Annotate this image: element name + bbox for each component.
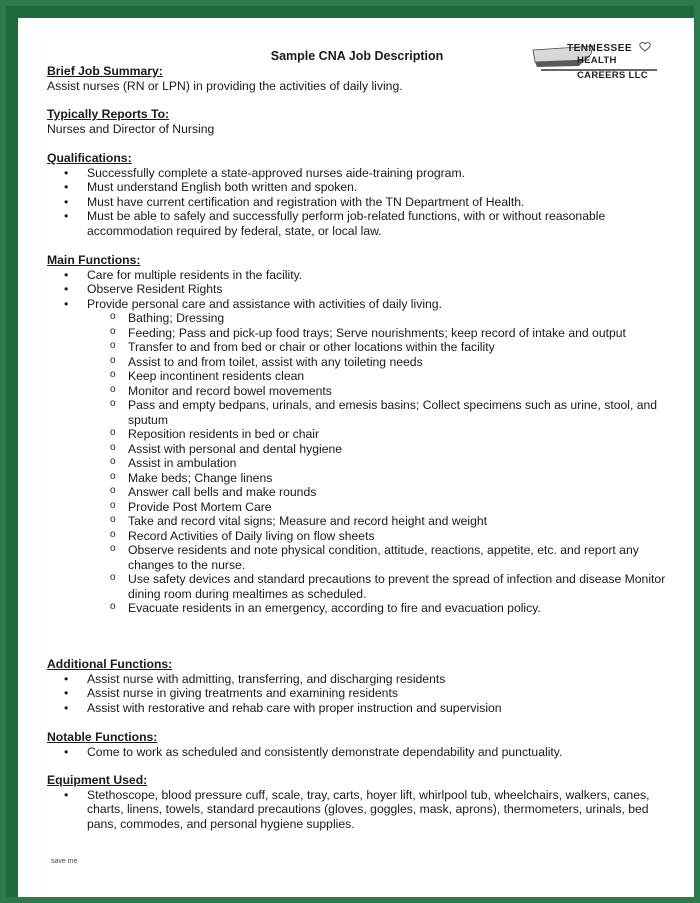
additional-functions-list <box>47 672 667 716</box>
sub-list-item: o Assist to and from toilet, assist with any toileting needs <box>47 355 667 370</box>
list-item: • Assist with restorative and rehab care with proper instruction and supervision <box>47 701 667 716</box>
sub-list-item: o Assist in ambulation <box>47 456 667 471</box>
footer-note: save me <box>51 858 78 865</box>
sub-list-item: o Answer call bells and make rounds <box>47 485 667 500</box>
reports-text: Nurses and Director of Nursing <box>47 121 215 136</box>
logo-line2: HEALTH CAREERS LLC <box>577 55 648 81</box>
equipment-heading: Equipment Used: <box>47 773 148 787</box>
main-functions-list <box>47 268 667 616</box>
sub-list-item: o Feeding; Pass and pick-up food trays; Serve nourishments; keep record of intake and output <box>47 326 667 341</box>
list-item: • Assist nurse with admitting, transferring, and discharging residents <box>47 672 667 687</box>
sub-list-item: o Take and record vital signs; Measure and record height and weight <box>47 514 667 529</box>
reports-section <box>47 107 667 136</box>
sub-list-item: o Observe residents and note physical condition, attitude, reactions, appetite, etc. and report any changes to the nurse. <box>47 543 667 572</box>
sub-list-item: o Record Activities of Daily living on flow sheets <box>47 529 667 544</box>
list-item: • Stethoscope, blood pressure cuff, scale, tray, carts, hoyer lift, whirlpool tub, wheelchairs, walkers, canes, charts, linens, towels, standard precautions (gloves, goggles, mask, aprons), thermometers, urinals, bed pans, commodes, and personal hygiene supplies. <box>47 788 667 832</box>
list-item <box>47 297 667 616</box>
list-item: • Observe Resident Rights <box>47 282 667 297</box>
list-item: • Must understand English both written and spoken. <box>47 180 667 195</box>
main-functions-section <box>47 253 667 616</box>
qualifications-list <box>47 166 667 239</box>
sub-list-item: o Assist with personal and dental hygiene <box>47 442 667 457</box>
sub-list-item: o Transfer to and from bed or chair or other locations within the facility <box>47 340 667 355</box>
sub-list-item: o Keep incontinent residents clean <box>47 369 667 384</box>
sub-list-item: o Use safety devices and standard precautions to prevent the spread of infection and disease Monitor dining room during mealtimes as scheduled. <box>47 572 667 601</box>
document-title: Sample CNA Job Description <box>270 49 444 63</box>
list-item: • Must be able to safely and successfully perform job-related functions, with or without reasonable accommodation required by federal, state, or local law. <box>47 209 667 238</box>
main-functions-heading: Main Functions: <box>47 253 141 267</box>
summary-heading: Brief Job Summary: <box>47 64 163 78</box>
summary-text: Assist nurses (RN or LPN) in providing the activities of daily living. <box>47 78 403 93</box>
list-item: • Come to work as scheduled and consistently demonstrate dependability and punctuality. <box>47 745 667 760</box>
list-item: • Assist nurse in giving treatments and examining residents <box>47 686 667 701</box>
sub-list-item: o Provide Post Mortem Care <box>47 500 667 515</box>
notable-functions-heading: Notable Functions: <box>47 730 158 744</box>
sub-list-item: o Bathing; Dressing <box>47 311 667 326</box>
notable-functions-section <box>47 730 667 759</box>
summary-section <box>47 64 667 93</box>
list-item-text: Provide personal care and assistance with activities of daily living. <box>87 296 442 311</box>
list-item: • Must have current certification and registration with the TN Department of Health. <box>47 195 667 210</box>
document-page <box>18 18 694 897</box>
qualifications-heading: Qualifications: <box>47 151 132 165</box>
list-item: • Care for multiple residents in the facility. <box>47 268 667 283</box>
sub-list-item: o Reposition residents in bed or chair <box>47 427 667 442</box>
sub-list-item: o Make beds; Change linens <box>47 471 667 486</box>
equipment-section <box>47 773 667 831</box>
qualifications-section <box>47 151 667 238</box>
main-functions-sublist <box>87 311 667 616</box>
logo-line1: TENNESSEE <box>567 43 633 54</box>
list-item: • Successfully complete a state-approved nurses aide-training program. <box>47 166 667 181</box>
additional-functions-section <box>47 657 667 715</box>
equipment-list <box>47 788 667 832</box>
reports-heading: Typically Reports To: <box>47 107 170 121</box>
additional-functions-heading: Additional Functions: <box>47 657 173 671</box>
sub-list-item: o Pass and empty bedpans, urinals, and emesis basins; Collect specimens such as urine, stool, and sputum <box>47 398 667 427</box>
sub-list-item: o Evacuate residents in an emergency, according to fire and evacuation policy. <box>47 601 667 616</box>
notable-functions-list <box>47 745 667 760</box>
sub-list-item: o Monitor and record bowel movements <box>47 384 667 399</box>
green-border-frame <box>6 6 694 897</box>
